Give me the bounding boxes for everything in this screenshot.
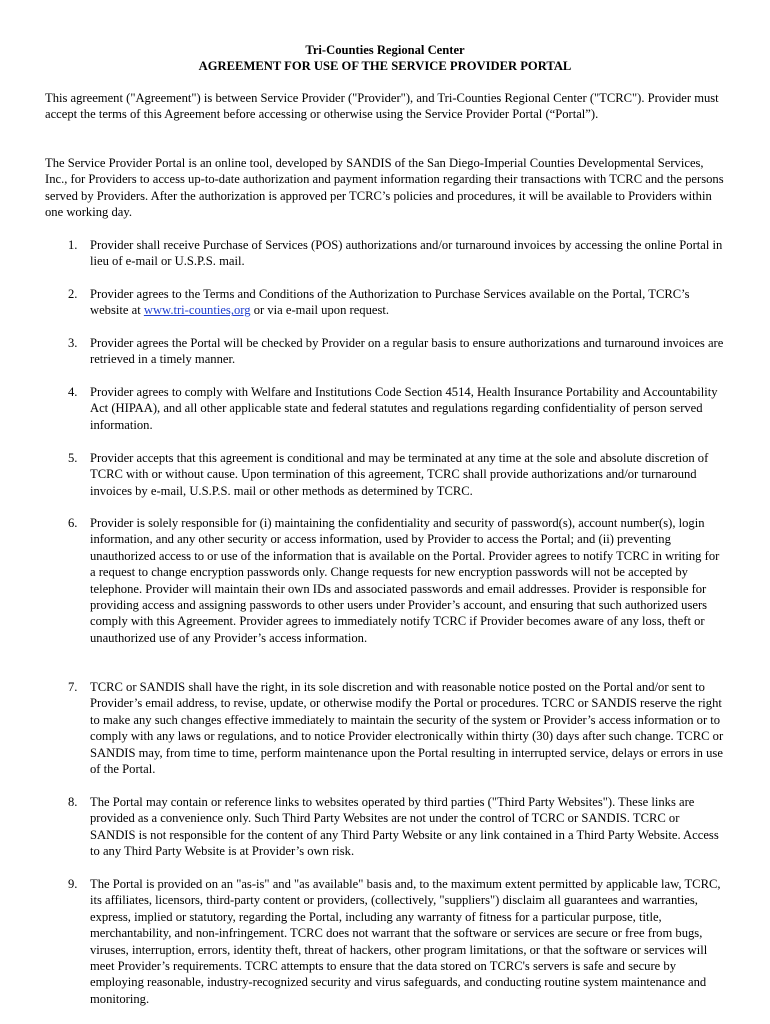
item-number: 7. — [68, 680, 78, 694]
organization-name: Tri-Counties Regional Center — [305, 43, 465, 57]
item-number: 8. — [68, 795, 78, 809]
item-text: Provider agrees the Portal will be checked by Provider on a regular basis to ensure authorizations and turnaround invoices are retrieved in a timely manner. — [90, 336, 724, 367]
item-text: Provider accepts that this agreement is conditional and may be terminated at any time at the sole and absolute discretion of TCRC with or without cause. Upon termination of this agreement, TCRC shall provide authorizations and/or turnaround invoices by e-mail, U.S.P.S. mail or other methods as determined by TCRC. — [90, 451, 709, 498]
item-text-after-link: or via e-mail upon request. — [250, 303, 390, 318]
item-number: 9. — [68, 877, 78, 891]
item-text-before-link: Provider agrees to the Terms and Conditions of the Authorization to Purchase Services available on the Portal, TCRC’s website at — [90, 287, 690, 318]
item-text — [90, 286, 728, 319]
item-text: Provider shall receive Purchase of Services (POS) authorizations and/or turnaround invoices by accessing the online Portal in lieu of e-mail or U.S.P.S. mail. — [90, 238, 723, 269]
item-text: Provider agrees to comply with Welfare and Institutions Code Section 4514, Health Insurance Portability and Accountability Act (HIPAA), and all other applicable state and federal statutes and regulations regarding confidentiality of person served information. — [90, 385, 718, 432]
item-number: 6. — [68, 516, 78, 530]
intro-paragraph: This agreement ("Agreement") is between Service Provider ("Provider"), and Tri-Counties Regional Center ("TCRC"). Provider must accept the terms of this Agreement before accessing or otherwise using the Service Provider Portal (“Portal”). — [45, 91, 719, 122]
item-text: The Portal is provided on an "as-is" and "as available" basis and, to the maximum extent permitted by applicable law, TCRC, its affiliates, licensors, third-party content or providers, (collectively, "suppliers") disclaim all guarantees and warranties, express, implied or statutory, regarding the Portal, including any warranty of fitness for a particular purpose, title, merchantability, and non-infringement. TCRC does not warrant that the software or services are secure or free from bugs, viruses, interruption, errors, identity theft, threat of hackers, other program limitations, or that the software or services will meet Provider’s requirements. TCRC attempts to ensure that the data stored on TCRC's servers is safe and secure by employing reasonable, industry-recognized security and virus safeguards, and conducting routine system maintenance and monitoring. — [90, 877, 721, 1006]
tcrc-website-link[interactable]: www.tri-counties,org — [143, 303, 251, 318]
item-number: 1. — [68, 238, 78, 252]
item-number: 4. — [68, 385, 78, 399]
item-text: Provider is solely responsible for (i) maintaining the confidentiality and security of password(s), account number(s), login information, and any other security or access information, used by Provider to access the Portal; and (ii) preventing unauthorized access to or use of the information that is available on the Portal. Provider agrees to notify TCRC in writing for a request to change encryption passwords only. Change requests for new encryption passwords will not be accepted by telephone. Provider will maintain their own IDs and associated passwords and email addresses. Provider is responsible for providing access and assigning passwords to other users under Provider’s account, and ensuring that such authorized users comply with this Agreement. Provider agrees to immediately notify TCRC if Provider becomes aware of any loss, theft or unauthorized use of any Provider’s access information. — [90, 516, 720, 645]
item-number: 2. — [68, 287, 78, 301]
item-text: TCRC or SANDIS shall have the right, in its sole discretion and with reasonable notice posted on the Portal and/or sent to Provider’s email address, to revise, update, or otherwise modify the Portal or procedures. TCRC or SANDIS reserve the right to make any such changes effective immediately to maintain the security of the system or Provider’s access information or to comply with any laws or regulations, and to notice Provider electronically within thirty (30) days after such change. TCRC or SANDIS may, from time to time, perform maintenance upon the Portal resulting in interrupted service, delays or errors in use of the Portal. — [90, 680, 724, 777]
document-title: AGREEMENT FOR USE OF THE SERVICE PROVIDER PORTAL — [198, 59, 572, 73]
item-text: The Portal may contain or reference links to websites operated by third parties ("Third Party Websites"). These links are provided as a convenience only. Such Third Party Websites are not under the control of TCRC or SANDIS. TCRC or SANDIS is not responsible for the content of any Third Party Website or any link contained in a Third Party Website. Access to any Third Party Website is at Provider’s own risk. — [90, 795, 719, 859]
item-number: 3. — [68, 336, 78, 350]
portal-description-paragraph: The Service Provider Portal is an online tool, developed by SANDIS of the San Diego-Imperial Counties Developmental Services, Inc., for Providers to access up-to-date authorization and payment information regarding their transactions with TCRC and the persons served by Providers. After the authorization is approved per TCRC’s policies and procedures, it will be available to Providers within one working day. — [45, 156, 724, 220]
item-number: 5. — [68, 451, 78, 465]
